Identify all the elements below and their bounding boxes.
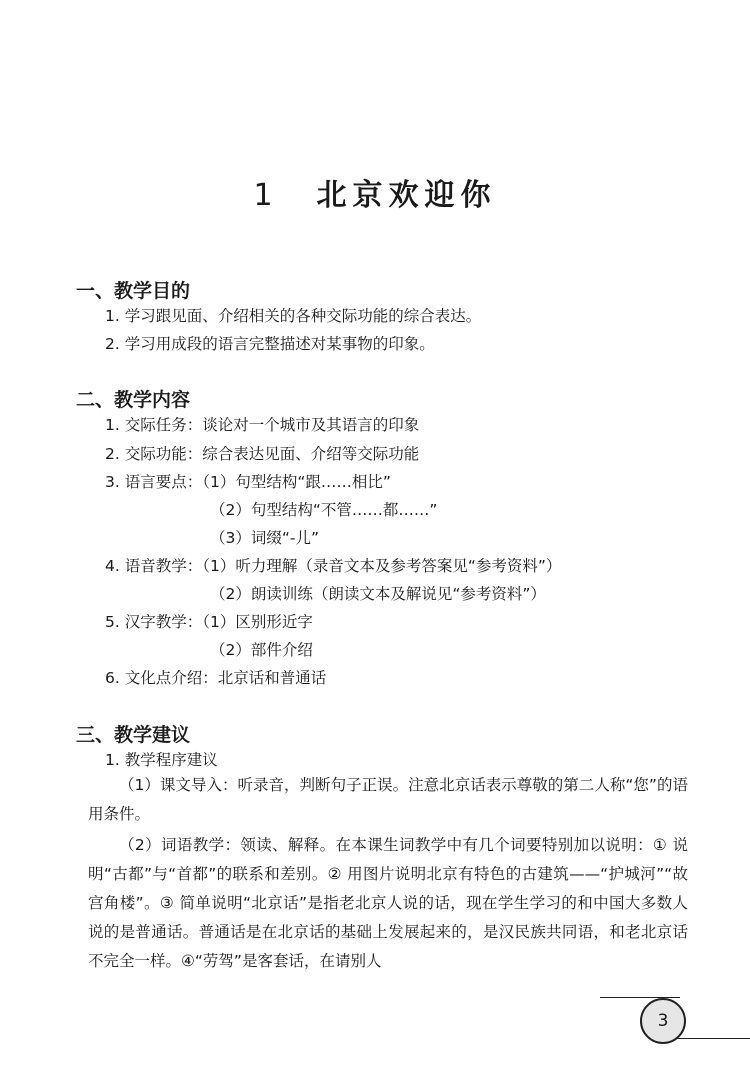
content-subitem: （3）词缀“-儿” — [210, 529, 320, 547]
content-subitem: （2）朗读训练（朗读文本及解说见“参考资料”） — [210, 585, 546, 603]
suggestion-item: 1. 教学程序建议 — [105, 751, 218, 769]
content-subitem: （2）句型结构“不管……都……” — [210, 501, 438, 519]
content-item: 5. 汉字教学：（1）区别形近字 — [105, 613, 313, 631]
objective-item: 2. 学习用成段的语言完整描述对某事物的印象。 — [105, 335, 435, 353]
lesson-title-text: 北京欢迎你 — [316, 178, 497, 213]
section-heading-objectives: 一、教学目的 — [76, 280, 191, 302]
content-item: 1. 交际任务：谈论对一个城市及其语言的印象 — [105, 416, 420, 434]
content-item: 4. 语音教学：（1）听力理解（录音文本及参考答案见“参考资料”） — [105, 557, 562, 575]
content-item: 6. 文化点介绍：北京话和普通话 — [105, 669, 327, 687]
lesson-title — [0, 170, 750, 214]
objective-item: 1. 学习跟见面、介绍相关的各种交际功能的综合表达。 — [105, 307, 482, 325]
paragraph: （2）词语教学：领读、解释。在本课生词教学中有几个词要特别加以说明：① 说明“古都”与“首都”的联系和差别。② 用图片说明北京有特色的古建筑——“护城河”“故宫角楼”。③ 简单说明“北京话”是指老北京人说的话，现在学生学习的和中国大多数人说的是普通话。普通话是在北京话的基础上发展起来的，是汉民族共同语，和老北京话不完全一样。④“劳驾”是客套话，在请别人 — [88, 836, 688, 970]
body-text — [88, 771, 688, 976]
content-item: 2. 交际功能：综合表达见面、介绍等交际功能 — [105, 445, 420, 463]
lesson-number: 1 — [253, 178, 279, 213]
paragraph: （1）课文导入：听录音，判断句子正误。注意北京话表示尊敬的第二人称“您”的语用条件。 — [88, 776, 688, 823]
page-number: 3 — [640, 998, 686, 1044]
section-heading-content: 二、教学内容 — [76, 389, 191, 411]
section-heading-suggestions: 三、教学建议 — [76, 724, 191, 746]
content-item: 3. 语言要点：（1）句型结构“跟……相比” — [105, 473, 391, 491]
content-subitem: （2）部件介绍 — [210, 641, 313, 659]
